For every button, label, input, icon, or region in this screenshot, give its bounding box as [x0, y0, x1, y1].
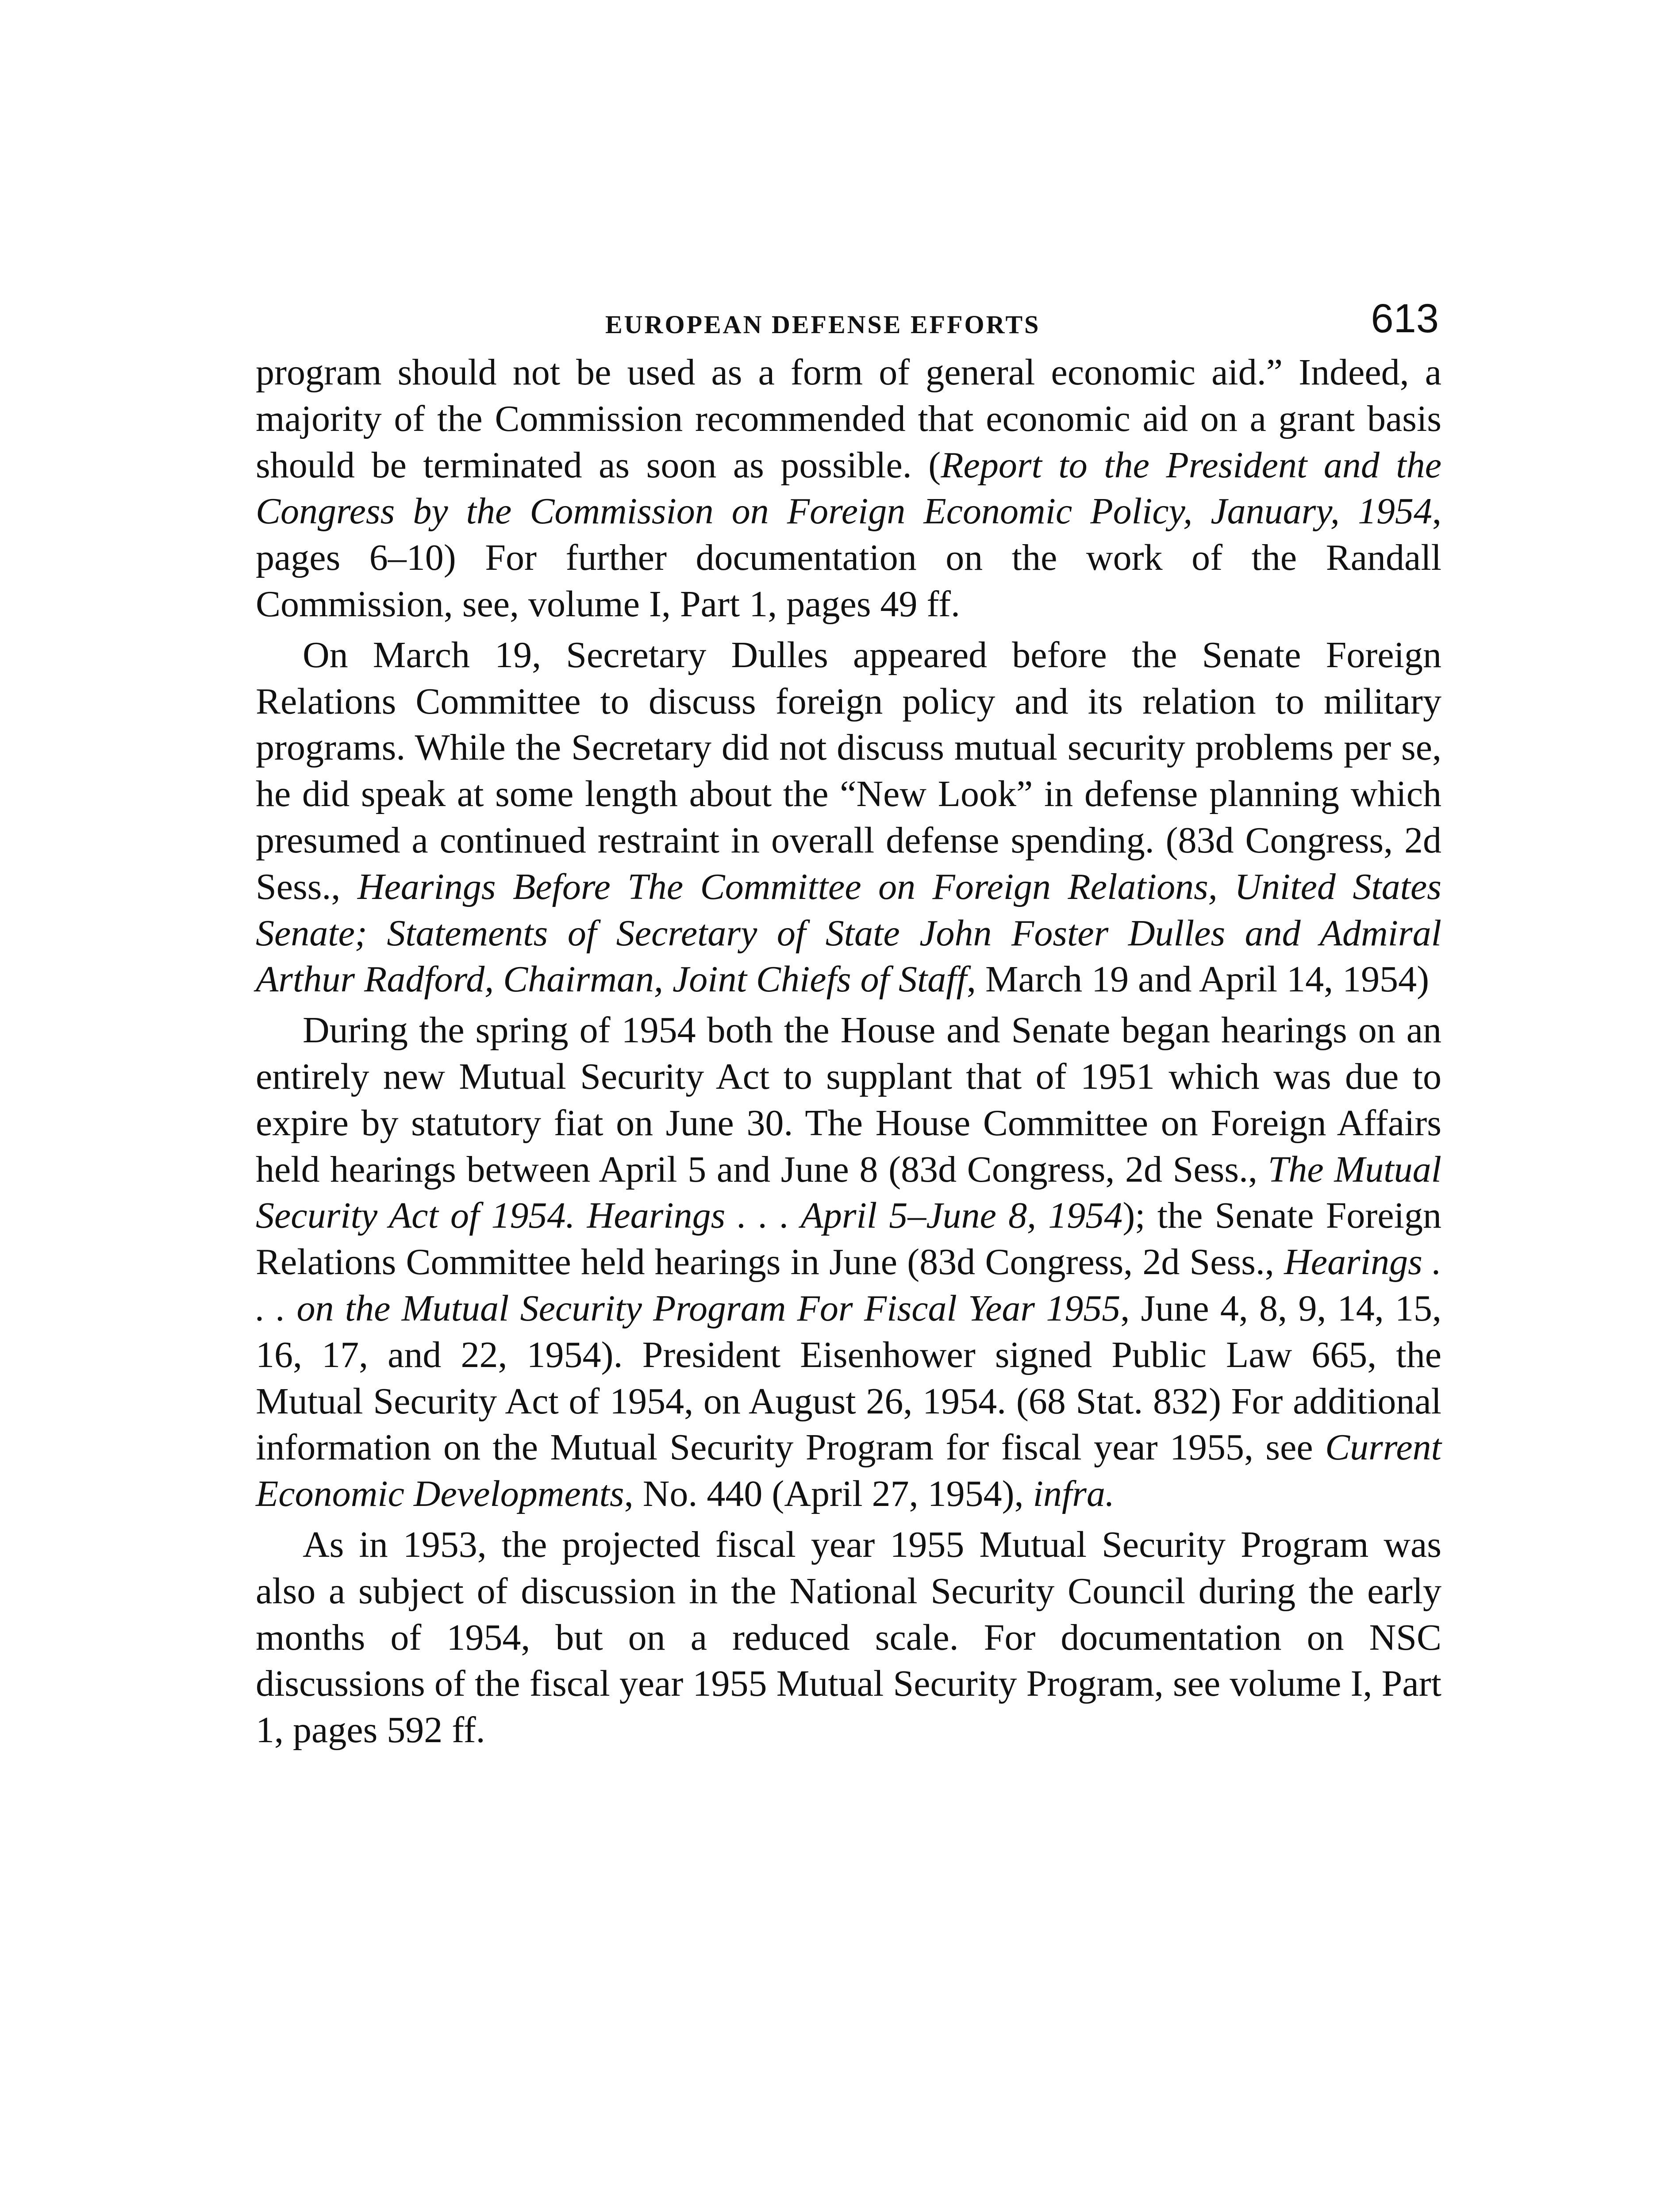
paragraph-nsc-discussions: [256, 1522, 1441, 1754]
text-segment: As in 1953, the projected fiscal year 1955 Mutual Security Program was also a subject of discussion in the National Security Council during the early months of 1954, but on a reduced scale. For documentation on NSC discussions of the fiscal year 1955 Mutual Security Program, see volume I, Part 1, pages 592 ff.: [256, 1524, 1441, 1751]
page-number: 613: [1371, 296, 1439, 341]
running-head: [256, 283, 1441, 349]
citation-title: The Mutual Security Act of 1954. Hearings . . . April 5–June 8, 1954: [256, 1148, 1441, 1237]
paragraph-mutual-security-act: [256, 1007, 1441, 1517]
paragraph-dulles-testimony: [256, 632, 1441, 1003]
text-segment: , June 4, 8, 9, 14, 15, 16, 17, and 22, 1954). President Eisenhower signed Public Law 665, the Mutual Security Act of 1954, on August 26, 1954. (68 Stat. 832) For additional information on the Mutual Security Program for fiscal year 1955, see: [256, 1287, 1441, 1468]
paragraph-randall-commission: [256, 349, 1441, 628]
text-segment: On March 19, Secretary Dulles appeared before the Senate Foreign Relations Committee to discuss foreign policy and its relation to military programs. While the Secretary did not discuss mutual security problems per se, he did speak at some length about the “New Look” in defense planning which presumed a continued restraint in overall defense spending. (83d Congress, 2d Sess.,: [256, 634, 1441, 907]
text-segment: During the spring of 1954 both the House and Senate began hearings on an entirely new Mutual Security Act to supplant that of 1951 which was due to expire by statutory fiat on June 30. The House Committee on Foreign Affairs held hearings between April 5 and June 8 (83d Congress, 2d Sess.,: [256, 1010, 1441, 1190]
text-segment: , March 19 and April 14, 1954): [966, 959, 1430, 1000]
text-segment: program should not be used as a form of general economic aid.” Indeed, a majority of the Commission recommended that economic aid on a grant basis should be terminated as soon as possible. (: [256, 352, 1441, 486]
running-title: EUROPEAN DEFENSE EFFORTS: [605, 310, 1041, 339]
text-segment: , No. 440 (April 27, 1954),: [624, 1473, 1033, 1515]
citation-title: Report to the President and the Congress by the Commission on Foreign Economic Policy, January, 1954: [256, 444, 1441, 532]
body-text: [256, 349, 1441, 1754]
text-segment: ); the Senate Foreign Relations Committee held hearings in June (83d Congress, 2d Sess.,: [256, 1195, 1441, 1283]
citation-title: Hearings Before The Committee on Foreign Relations, United States Senate; Statements of Secretary of State John Foster Dulles and Admiral Arthur Radford, Chairman, Joint Chiefs of Staff: [256, 866, 1441, 1000]
citation-title: Hearings . . . on the Mutual Security Program For Fiscal Year 1955: [256, 1241, 1441, 1329]
document-page: [256, 283, 1441, 1754]
citation-title: Current Economic Developments: [256, 1427, 1441, 1515]
citation-title: infra.: [1033, 1473, 1115, 1515]
text-segment: , pages 6–10) For further documentation on the work of the Randall Commission, see, volume I, Part 1, pages 49 ff.: [256, 491, 1441, 625]
